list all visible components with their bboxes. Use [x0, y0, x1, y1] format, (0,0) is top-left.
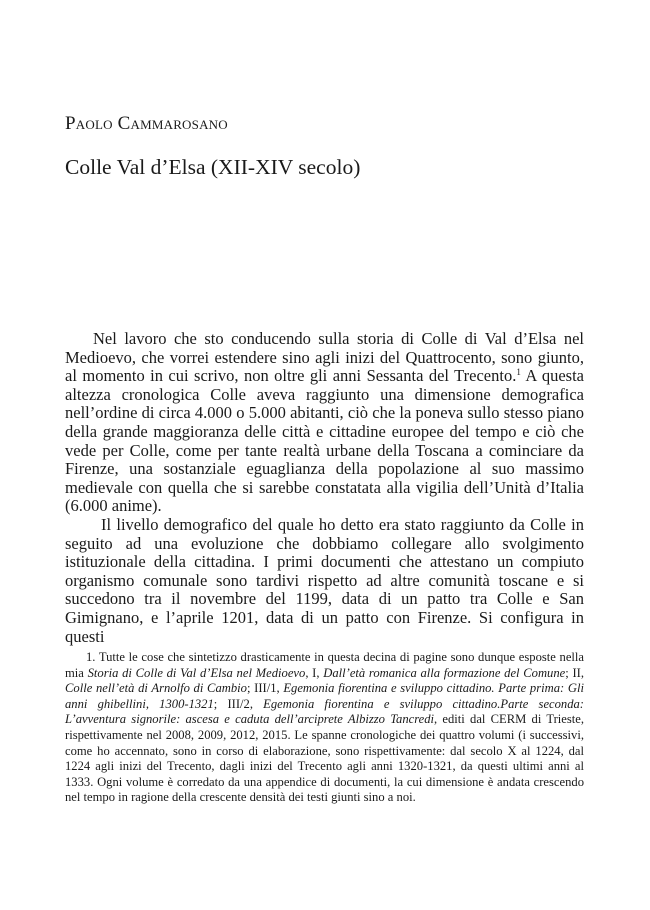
main-text — [65, 330, 584, 646]
footnote-title-italic: Egemonia fiorentina e sviluppo cittadino. Parte prima: Gli anni ghibellini, 1300-1321 — [65, 681, 584, 711]
footnotes — [65, 650, 584, 806]
footnote-body — [65, 650, 584, 804]
footnote-text: , I, — [305, 665, 324, 680]
author-name: Paolo Cammarosano — [65, 113, 228, 134]
footnote-title-italic: Egemonia fiorentina e sviluppo cittadino.Parte seconda: L’avventura signorile: ascesa e caduta dell’arciprete Albizzo Tancredi — [65, 696, 585, 727]
article-title: Colle Val d’Elsa (XII-XIV secolo) — [65, 155, 361, 179]
paragraph-1 — [65, 330, 584, 516]
footnote-title-italic: Dall’età romanica alla formazione del Comune — [323, 665, 566, 680]
footnote-number: 1. — [86, 650, 96, 664]
footnote-text: , editi dal CERM di Trieste, rispettivamente nel 2008, 2009, 2012, 2015. Le spanne cronologiche dei quattro volumi (i successivi, come ho accennato, sono in corso di elaborazione, sono rispettivamente: dal secolo X al 1224, dal 1224 agli inizi del Trecento, dagli inizi del Trecento agli anni 1320-1321, da questi ultimi anni al 1333. Ogni volume è corredato da una appendice di documenti, la cui dimensione è andata crescendo nel tempo in ragione della crescente densità dei testi giunti sino a noi. — [65, 712, 584, 805]
footnote-1 — [65, 650, 584, 806]
footnote-text: ; III/1, — [246, 681, 284, 696]
footnote-title-italic: Storia di Colle di Val d’Elsa nel Medioevo — [87, 665, 306, 680]
paragraph-1-text: Nel lavoro che sto conducendo sulla storia di Colle di Val d’Elsa nel Medioevo, che vorrei estendere sino agli inizi del Quattrocento, sono giunto, al momento in cui scrivo, non oltre gli anni Sessanta del Trecento. — [65, 329, 584, 386]
footnote-reference[interactable]: 1 — [516, 367, 521, 378]
footnote-text: ; III/2, — [213, 696, 264, 711]
footnote-text: Tutte le cose che sintetizzo drasticamente in questa decina di pagine sono dunque esposte nella mia — [65, 650, 584, 680]
footnote-text: ; II, — [565, 665, 585, 680]
footnote-title-italic: Colle nell’età di Arnolfo di Cambio — [65, 681, 247, 696]
paragraph-2: Il livello demografico del quale ho detto era stato raggiunto da Colle in seguito ad una evoluzione che dobbiamo collegare allo svolgimento istituzionale della cittadina. I primi documenti che attestano un compiuto organismo comunale sono tardivi rispetto ad altre comunità toscane e si succedono tra il novembre del 1199, data di un patto tra Colle e San Gimignano, e l’aprile 1201, data di un patto con Firenze. Si configura in questi — [65, 514, 584, 646]
paragraph-1-text-cont: A questa altezza cronologica Colle aveva raggiunto una dimensione demografica nell’ordine di circa 4.000 o 5.000 abitanti, ciò che la poneva sullo stesso piano della grande maggioranza delle città e cittadine europee del tempo e ciò che vede per Colle, come per tante realtà urbane della Toscana a cominciare da Firenze, una sostanziale eguaglianza della popolazione al suo massimo medievale con quella che si sarebbe constatata alla vigilia dell’Unità d’Italia (6.000 anime). — [65, 366, 584, 516]
